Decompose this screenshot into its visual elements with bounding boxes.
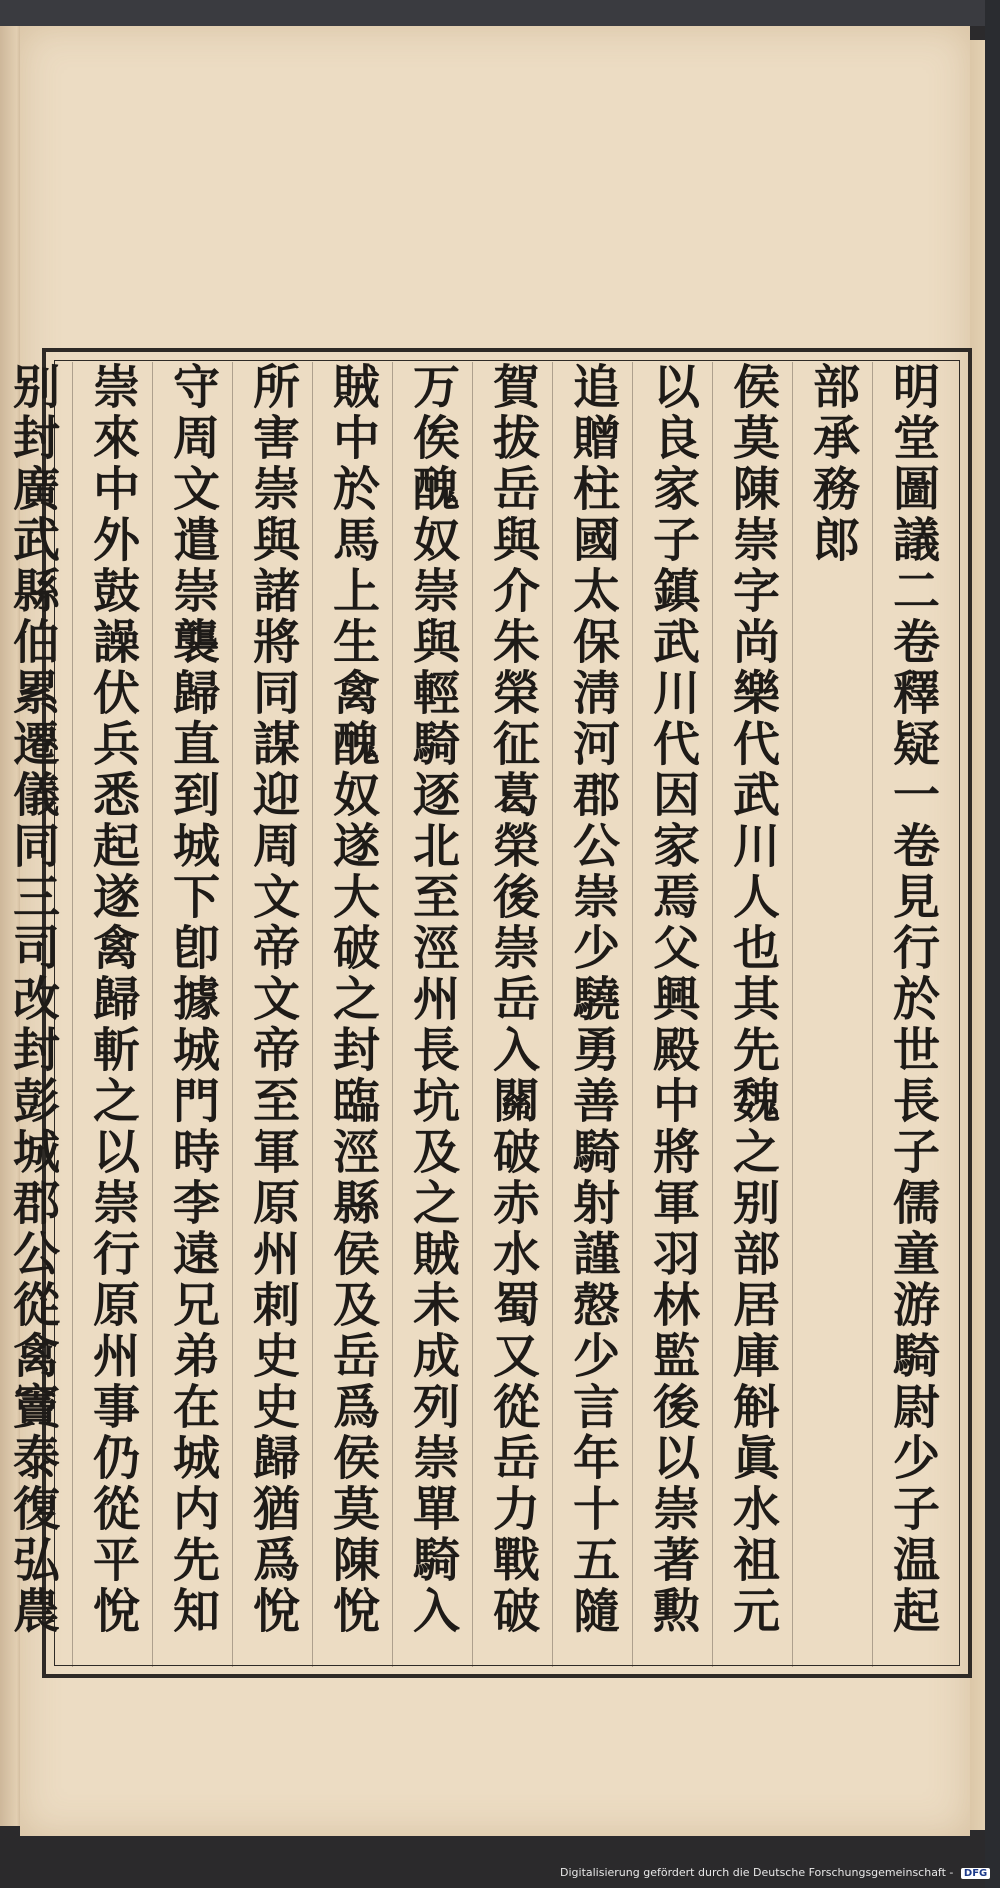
text-column-12: 别封廣武縣伯累遷儀同三司改封彭城郡公從禽竇泰復弘農: [5, 362, 60, 1637]
text-column-4: 以良家子鎮武川代因家焉父興殿中將軍羽林監後以崇著勲: [632, 362, 712, 1667]
text-column-3: 侯莫陳崇字尚樂代武川人也其先魏之别部居庫斛眞水祖元: [712, 362, 792, 1667]
digitization-credit: [560, 1866, 990, 1879]
text-column-6: 賀拔岳與介朱榮征葛榮後崇岳入關破赤水蜀又從岳力戰破: [472, 362, 552, 1667]
text-column-11: 崇來中外鼓譟伏兵悉起遂禽歸斬之以崇行原州事仍從平悅: [72, 362, 152, 1667]
text-column-7: 万俟醜奴崇與輕騎逐北至涇州長坑及之賊未成列崇單騎入: [392, 362, 472, 1667]
text-columns: [5, 362, 952, 1667]
top-bar: [0, 0, 1000, 26]
text-column-2: 部承務郎: [792, 362, 872, 1667]
text-column-8: 賊中於馬上生禽醜奴遂大破之封臨涇縣侯及岳爲侯莫陳悅: [312, 362, 392, 1667]
text-column-10: 守周文遣崇襲歸直到城下卽據城門時李遠兄弟在城内先知: [152, 362, 232, 1667]
text-column-5: 追贈柱國太保淸河郡公崇少驍勇善騎射謹慤少言年十五隨: [552, 362, 632, 1667]
scan-background-right: [985, 0, 1000, 1888]
text-column-1: 明堂圖議二卷釋疑一卷見行於世長子儒童游騎尉少子温起: [872, 362, 952, 1667]
dfg-logo: DFG: [961, 1868, 990, 1879]
text-column-9: 所害崇與諸將同謀迎周文帝文帝至軍原州刺史史歸猶爲悅: [232, 362, 312, 1667]
footer-text: Digitalisierung gefördert durch die Deutsche Forschungsgemeinschaft -: [560, 1866, 954, 1879]
